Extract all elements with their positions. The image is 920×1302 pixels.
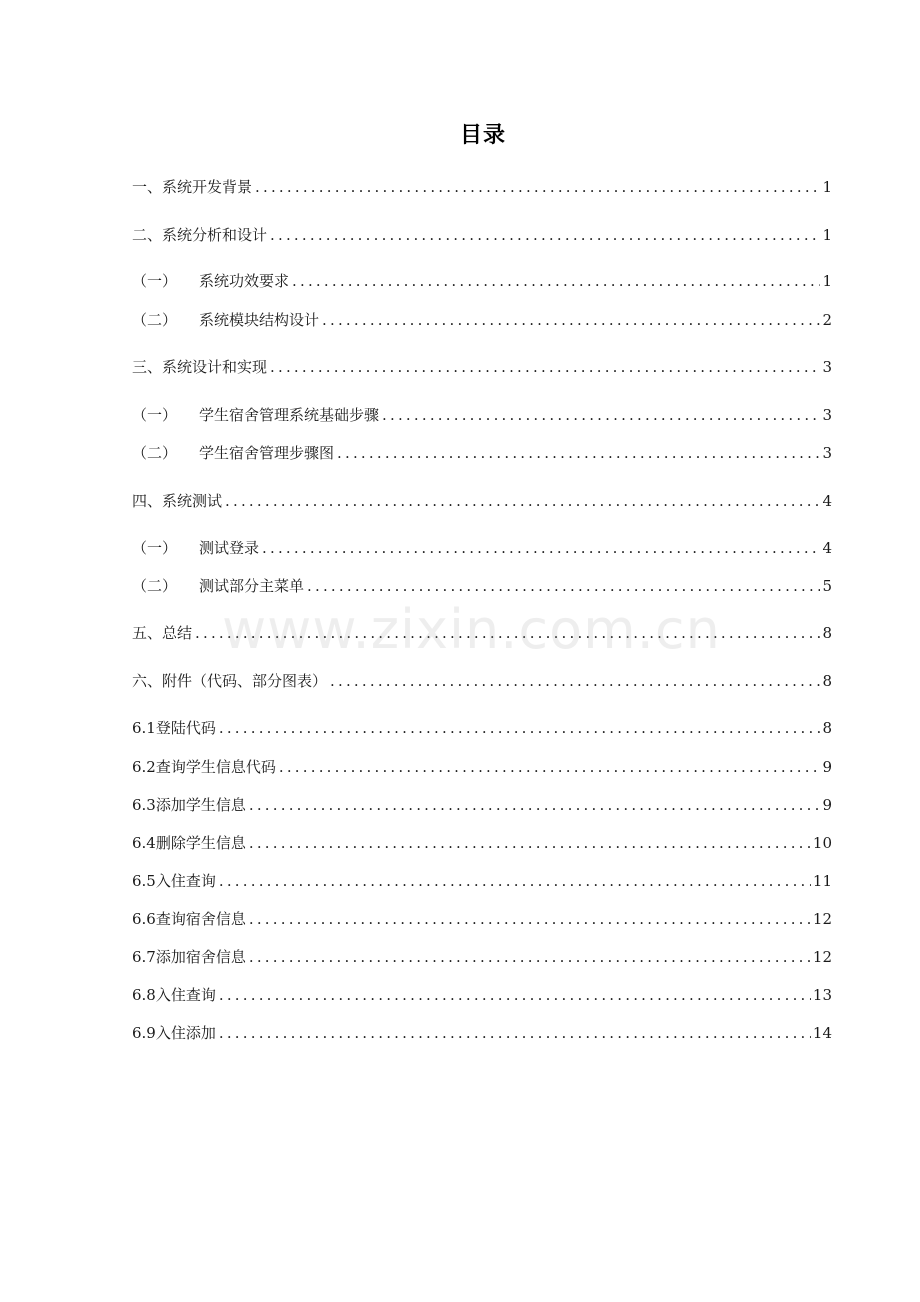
toc-entry[interactable] xyxy=(132,669,832,693)
toc-leader-dots xyxy=(249,907,811,931)
toc-entry[interactable] xyxy=(132,536,832,560)
toc-entry-label: 系统模块结构设计 xyxy=(199,311,320,329)
toc-entry-page: 9 xyxy=(822,796,832,814)
toc-entry[interactable] xyxy=(132,907,832,931)
toc-entry-label: 添加学生信息 xyxy=(155,796,246,814)
toc-entry-page: 4 xyxy=(822,492,832,510)
toc-entry-label: 总结 xyxy=(162,624,193,642)
toc-entry-number: 6.6 xyxy=(132,910,156,928)
toc-entry-number: （一） xyxy=(132,406,178,424)
toc-entry-label: 登陆代码 xyxy=(155,719,216,737)
toc-leader-dots xyxy=(219,1021,811,1045)
toc-entry-page: 1 xyxy=(822,178,832,196)
toc-entry-page: 3 xyxy=(822,358,832,376)
toc-entry-number: 6.7 xyxy=(132,948,156,966)
toc-entry[interactable] xyxy=(132,983,832,1007)
toc-entry-label: 学生宿舍管理步骤图 xyxy=(199,444,335,462)
toc-entry[interactable] xyxy=(132,869,832,893)
toc-entry[interactable] xyxy=(132,175,832,199)
toc-entry[interactable] xyxy=(132,441,832,465)
toc-leader-dots xyxy=(219,716,821,740)
toc-entry-number: 二、 xyxy=(132,226,163,244)
toc-entry[interactable] xyxy=(132,755,832,779)
toc-entry-number: 6.2 xyxy=(132,758,156,776)
toc-leader-dots xyxy=(307,574,820,598)
toc-entry-page: 12 xyxy=(812,910,832,928)
toc-entry-page: 3 xyxy=(822,444,832,462)
toc-entry[interactable] xyxy=(132,269,832,293)
toc-entry-number: （二） xyxy=(132,311,178,329)
toc-entry-number: 三、 xyxy=(132,358,163,376)
toc-entry[interactable] xyxy=(132,403,832,427)
toc-leader-dots xyxy=(195,621,820,645)
toc-entry-page: 13 xyxy=(812,986,832,1004)
toc-leader-dots xyxy=(249,831,811,855)
toc-entry-page: 11 xyxy=(812,872,832,890)
toc-entry-label: 系统分析和设计 xyxy=(162,226,268,244)
toc-entry[interactable] xyxy=(132,308,832,332)
toc-entry-page: 12 xyxy=(812,948,832,966)
toc-entry-page: 2 xyxy=(822,311,832,329)
toc-entry-label: 测试部分主菜单 xyxy=(199,577,305,595)
toc-entry-number: 一、 xyxy=(132,178,163,196)
toc-entry-label: 查询宿舍信息 xyxy=(155,910,246,928)
toc-leader-dots xyxy=(249,793,821,817)
toc-leader-dots xyxy=(225,489,820,513)
toc-entry-page: 1 xyxy=(822,226,832,244)
toc-leader-dots xyxy=(279,755,821,779)
toc-entry[interactable] xyxy=(132,489,832,513)
toc-entry-page: 8 xyxy=(822,624,832,642)
toc-entry[interactable] xyxy=(132,1021,832,1045)
toc-entry[interactable] xyxy=(132,716,832,740)
toc-entry-label: 入住添加 xyxy=(155,1024,216,1042)
toc-entry-page: 3 xyxy=(822,406,832,424)
toc-entry-number: 六、 xyxy=(132,672,163,690)
toc-entry[interactable] xyxy=(132,574,832,598)
toc-entry-page: 4 xyxy=(822,539,832,557)
toc-entry-number: 6.4 xyxy=(132,834,156,852)
toc-entry-number: 6.3 xyxy=(132,796,156,814)
toc-entry-label: 查询学生信息代码 xyxy=(155,758,276,776)
toc-leader-dots xyxy=(322,308,820,332)
toc-entry-label: 添加宿舍信息 xyxy=(155,948,246,966)
toc-entry[interactable] xyxy=(132,831,832,855)
toc-entry-label: 系统功效要求 xyxy=(199,272,290,290)
toc-leader-dots xyxy=(330,669,820,693)
toc-leader-dots xyxy=(262,536,820,560)
toc-entry-page: 10 xyxy=(812,834,832,852)
toc-entry-label: 系统设计和实现 xyxy=(162,358,268,376)
toc-entry-page: 1 xyxy=(822,272,832,290)
toc-entry-number: （一） xyxy=(132,272,178,290)
toc-entry[interactable] xyxy=(132,223,832,247)
toc-entry-number: 四、 xyxy=(132,492,163,510)
toc-entry-number: （二） xyxy=(132,577,178,595)
toc-leader-dots xyxy=(382,403,820,427)
toc-entry-number: 6.9 xyxy=(132,1024,156,1042)
toc-leader-dots xyxy=(219,869,811,893)
toc-leader-dots xyxy=(249,945,811,969)
toc-entry-number: 6.5 xyxy=(132,872,156,890)
toc-entry-label: 测试登录 xyxy=(199,539,260,557)
toc-title: 目录 xyxy=(459,123,506,148)
toc-entry-page: 9 xyxy=(822,758,832,776)
toc-entry-page: 14 xyxy=(812,1024,832,1042)
watermark: www.zixin.com.cn xyxy=(222,598,721,661)
toc-entry-page: 8 xyxy=(822,672,832,690)
toc-entry[interactable] xyxy=(132,621,832,645)
toc-entry-number: 6.8 xyxy=(132,986,156,1004)
toc-leader-dots xyxy=(337,441,820,465)
toc-entry-label: 删除学生信息 xyxy=(155,834,246,852)
toc-leader-dots xyxy=(270,355,820,379)
toc-entry-label: 附件（代码、部分图表） xyxy=(162,672,328,690)
toc-entry-label: 入住查询 xyxy=(155,986,216,1004)
toc-entry-page: 5 xyxy=(822,577,832,595)
toc-entry[interactable] xyxy=(132,793,832,817)
toc-leader-dots xyxy=(292,269,820,293)
toc-entry-page: 8 xyxy=(822,719,832,737)
toc-leader-dots xyxy=(255,175,820,199)
toc-entry-label: 系统测试 xyxy=(162,492,223,510)
toc-entry[interactable] xyxy=(132,945,832,969)
toc-entry-number: 五、 xyxy=(132,624,163,642)
toc-entry[interactable] xyxy=(132,355,832,379)
toc-leader-dots xyxy=(270,223,820,247)
toc-entry-number: 6.1 xyxy=(132,719,156,737)
toc-entry-label: 入住查询 xyxy=(155,872,216,890)
toc-entry-label: 学生宿舍管理系统基础步骤 xyxy=(199,406,380,424)
toc-entry-label: 系统开发背景 xyxy=(162,178,253,196)
toc-entry-number: （一） xyxy=(132,539,178,557)
toc-leader-dots xyxy=(219,983,811,1007)
toc-entry-number: （二） xyxy=(132,444,178,462)
